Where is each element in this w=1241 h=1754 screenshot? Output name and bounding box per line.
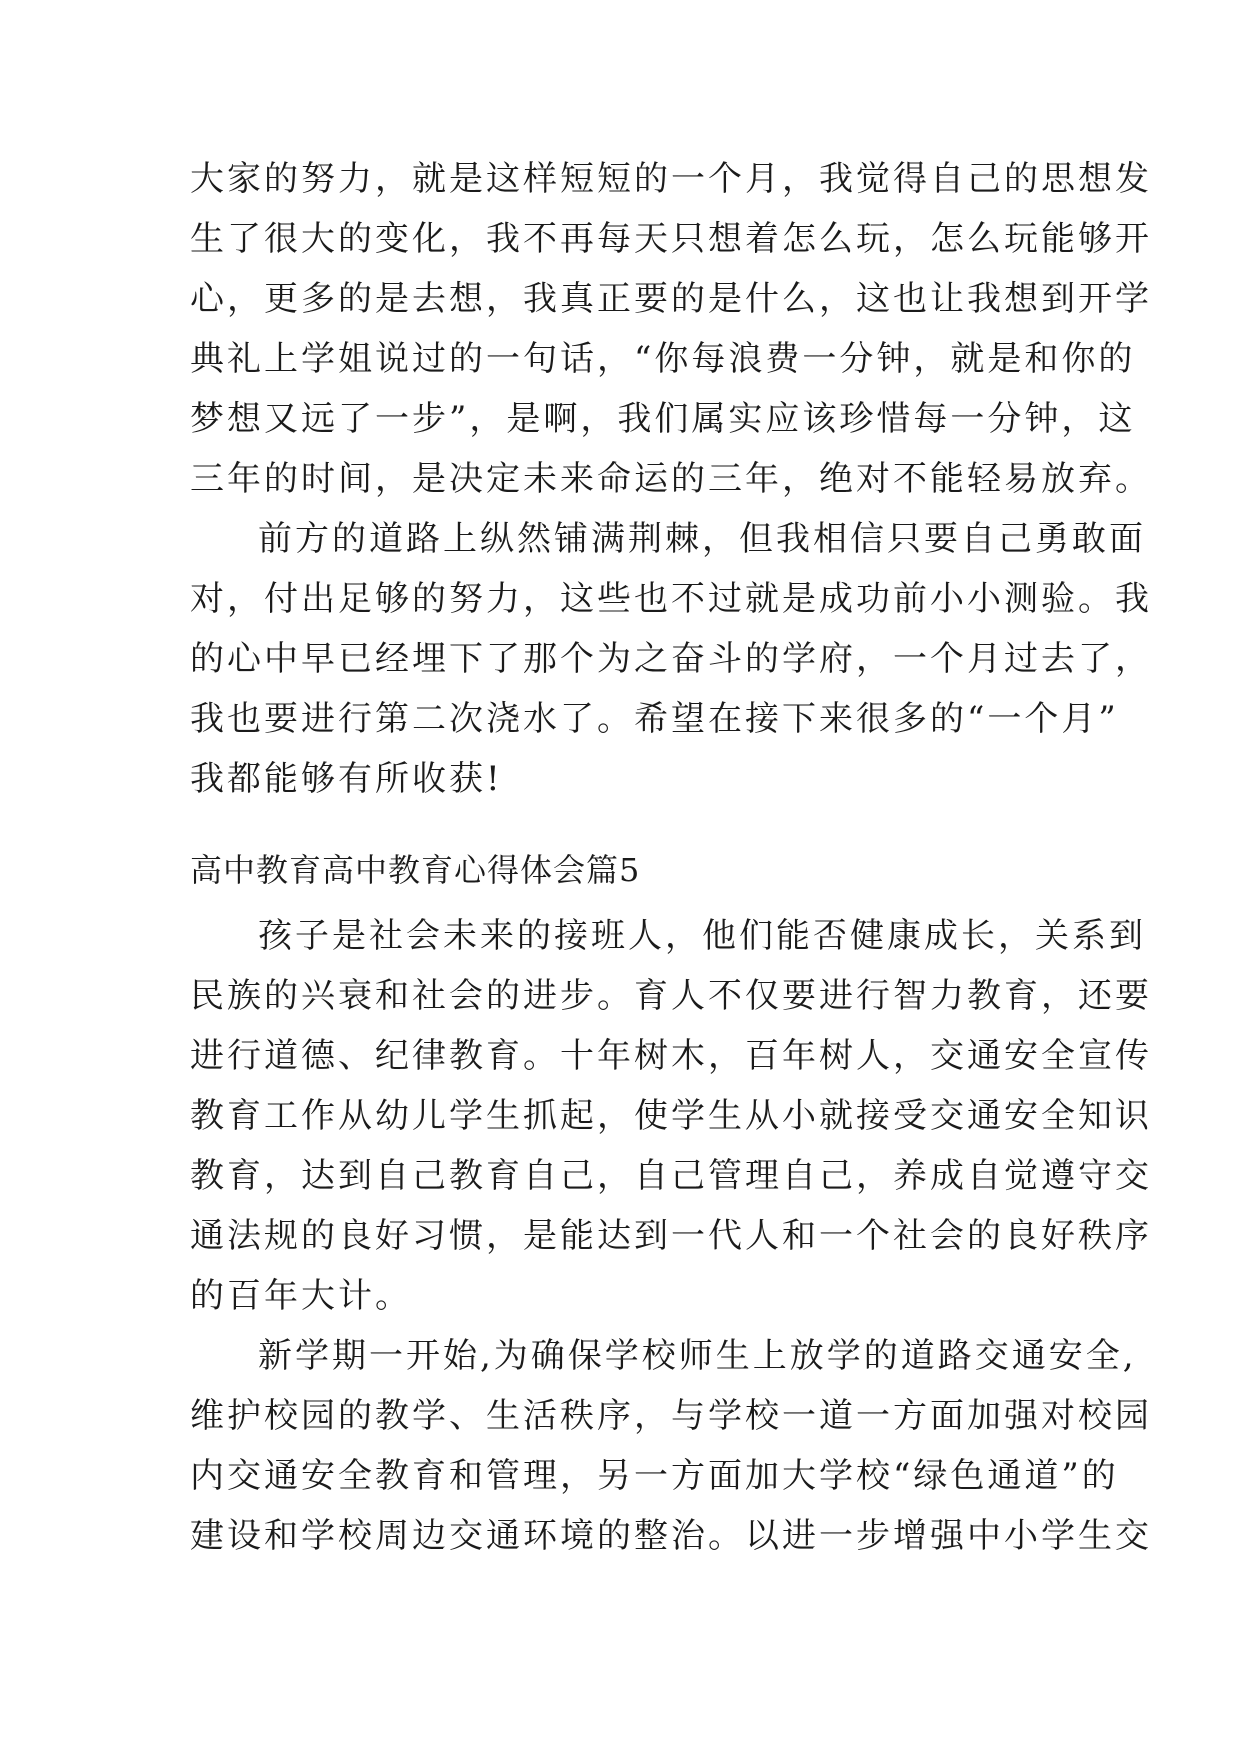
paragraph-line: 建设和学校周边交通环境的整治。以进一步增强中小学生交 xyxy=(190,1516,1152,1556)
paragraph-line: 民族的兴衰和社会的进步。育人不仅要进行智力教育，还要 xyxy=(190,976,1152,1016)
paragraph-3 xyxy=(190,906,1152,1326)
paragraph-line: 典礼上学姐说过的一句话，“你每浪费一分钟，就是和你的 xyxy=(190,339,1136,379)
paragraph-line: 前方的道路上纵然铺满荆棘，但我相信只要自己勇敢面 xyxy=(258,519,1146,559)
paragraph-2 xyxy=(190,509,1152,809)
paragraph-line: 我也要进行第二次浇水了。希望在接下来很多的“一个月” xyxy=(190,699,1119,739)
paragraph-line: 教育，达到自己教育自己，自己管理自己，养成自觉遵守交 xyxy=(190,1156,1152,1196)
paragraph-line: 内交通安全教育和管理，另一方面加大学校“绿色通道”的 xyxy=(190,1456,1119,1496)
paragraph-line: 进行道德、纪律教育。十年树木，百年树人，交通安全宣传 xyxy=(190,1036,1152,1076)
paragraph-line: 维护校园的教学、生活秩序，与学校一道一方面加强对校园 xyxy=(190,1396,1152,1436)
paragraph-line: 孩子是社会未来的接班人，他们能否健康成长，关系到 xyxy=(258,916,1146,956)
paragraph-line: 教育工作从幼儿学生抓起，使学生从小就接受交通安全知识 xyxy=(190,1096,1152,1136)
paragraph-1 xyxy=(190,149,1152,509)
paragraph-line: 通法规的良好习惯，是能达到一代人和一个社会的良好秩序 xyxy=(190,1216,1152,1256)
paragraph-line: 新学期一开始,为确保学校师生上放学的道路交通安全, xyxy=(258,1336,1137,1376)
paragraph-line: 的百年大计。 xyxy=(190,1276,412,1316)
section-title: 高中教育高中教育心得体会篇5 xyxy=(190,851,641,889)
paragraph-line: 的心中早已经埋下了那个为之奋斗的学府，一个月过去了， xyxy=(190,639,1152,679)
paragraph-line: 我都能够有所收获! xyxy=(190,759,503,799)
paragraph-line: 三年的时间，是决定未来命运的三年，绝对不能轻易放弃。 xyxy=(190,459,1152,499)
paragraph-line: 对，付出足够的努力，这些也不过就是成功前小小测验。我 xyxy=(190,579,1152,619)
paragraph-line: 大家的努力，就是这样短短的一个月，我觉得自己的思想发 xyxy=(190,159,1152,199)
paragraph-4 xyxy=(190,1326,1152,1566)
paragraph-line: 心，更多的是去想，我真正要的是什么，这也让我想到开学 xyxy=(190,279,1152,319)
paragraph-line: 生了很大的变化，我不再每天只想着怎么玩，怎么玩能够开 xyxy=(190,219,1152,259)
paragraph-line: 梦想又远了一步”，是啊，我们属实应该珍惜每一分钟，这 xyxy=(190,399,1136,439)
